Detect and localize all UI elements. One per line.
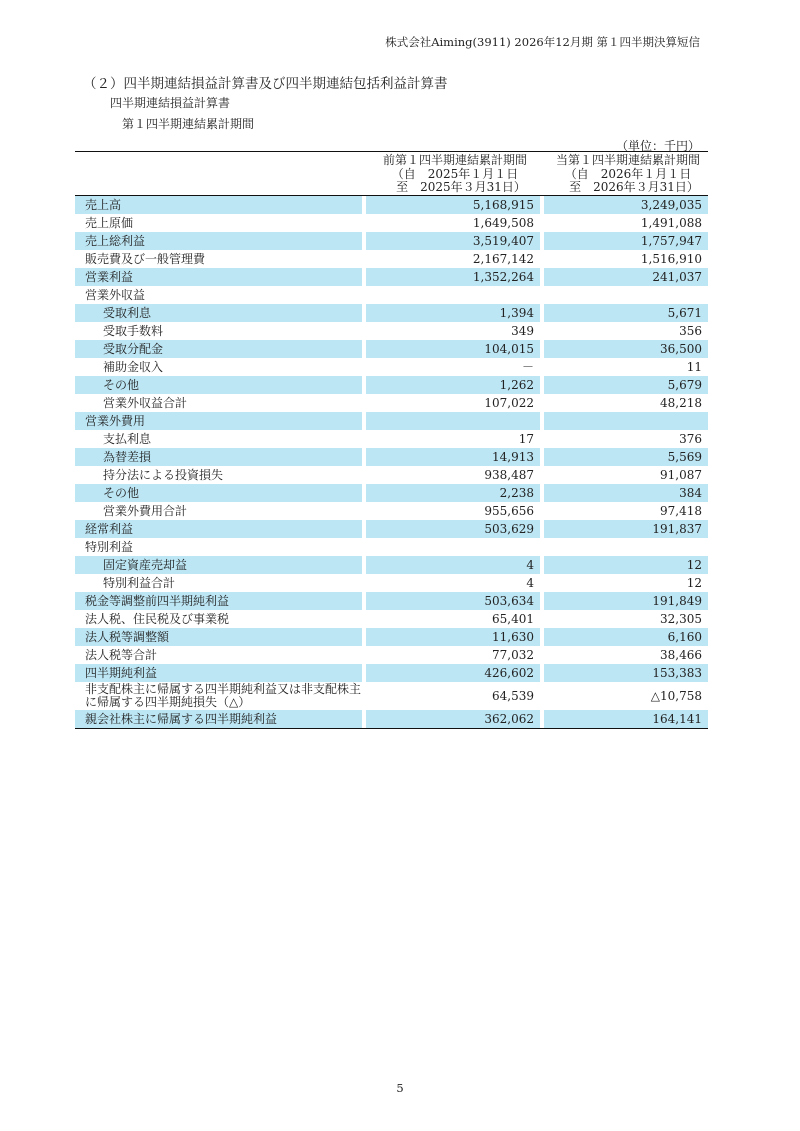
table-row [75,682,708,710]
row-label: 補助金収入 [103,360,164,374]
current-period-from: （自 2026年１月１日 [564,166,692,181]
table-row [75,196,708,214]
table-row [75,556,708,574]
current-period-value: 3,249,035 [540,196,708,214]
current-period-value: 91,087 [660,468,702,482]
row-label: 特別利益 [85,540,134,554]
prev-period-value: 4 [362,556,540,574]
page-number: 5 [396,1081,404,1095]
row-label: 売上原価 [85,216,134,230]
prev-period-value [362,286,540,304]
current-period-value: 5,679 [540,376,708,394]
current-period-value: 38,466 [660,648,702,662]
row-label: 営業外収益合計 [103,396,188,410]
row-label: 売上総利益 [75,232,362,250]
prev-period-value: 107,022 [484,396,534,410]
table-row [75,322,708,340]
prev-period-from: （自 2025年１月１日 [391,166,519,181]
current-period-value: 241,037 [540,268,708,286]
unit-label: （単位：千円） [615,139,700,153]
table-row [75,250,708,268]
current-period-value: 11 [686,360,702,374]
row-label: 持分法による投資損失 [103,468,224,482]
current-period-to: 至 2026年３月31日） [569,180,699,194]
prev-period-value: 77,032 [492,648,534,662]
row-label: 為替差損 [75,448,362,466]
document-header: 株式会社Aiming(3911) 2026年12月期 第１四半期決算短信 [385,35,700,49]
table-row [75,376,708,394]
prev-period-value: 503,634 [362,592,540,610]
row-label: 非支配株主に帰属する四半期純利益又は非支配株主 に帰属する四半期純損失（△） [85,682,362,709]
table-row [75,484,708,502]
table-row [75,646,708,664]
row-label: 法人税等調整額 [75,628,362,646]
current-period-value: 1,516,910 [640,252,702,266]
table-header-row [75,151,708,196]
current-period-value [540,538,708,556]
prev-period-to: 至 2025年３月31日） [396,180,526,194]
prev-period-value: 503,629 [362,520,540,538]
table-row [75,664,708,682]
prev-period-title: 前第１四半期連結累計期間 [382,153,527,167]
table-row [75,710,708,729]
current-period-value [540,412,708,430]
current-period-value: 376 [679,432,702,446]
table-row [75,214,708,232]
row-label: 受取分配金 [75,340,362,358]
prev-period-value: 64,539 [492,688,534,703]
prev-period-value: 349 [511,324,534,338]
row-label: 支払利息 [103,432,152,446]
table-row [75,340,708,358]
row-label: 営業外費用合計 [103,504,188,518]
prev-period-value: 5,168,915 [362,196,540,214]
prev-period-value: － [521,360,534,374]
table-row [75,538,708,556]
row-label: その他 [75,484,362,502]
current-period-value: 191,849 [540,592,708,610]
prev-period-value: 1,352,264 [362,268,540,286]
current-period-value: 6,160 [540,628,708,646]
current-period-value: 1,491,088 [640,216,702,230]
table-row [75,592,708,610]
period-title: 第１四半期連結累計期間 [122,117,255,131]
current-period-value [540,286,708,304]
row-label: 特別利益合計 [103,576,176,590]
row-label: 受取手数料 [103,324,164,338]
prev-period-value: 11,630 [362,628,540,646]
current-period-value: 1,757,947 [540,232,708,250]
table-row [75,268,708,286]
row-label: その他 [75,376,362,394]
current-period-value: 164,141 [540,710,708,729]
table-body [75,196,708,729]
table-row [75,394,708,412]
current-period-value: 5,671 [540,304,708,322]
prev-period-value: 938,487 [484,468,534,482]
prev-period-value: 1,649,508 [472,216,534,230]
prev-period-value: 955,656 [484,504,534,518]
current-period-value: 191,837 [540,520,708,538]
prev-period-value [362,412,540,430]
table-row [75,304,708,322]
prev-period-value: 3,519,407 [362,232,540,250]
prev-period-value [362,538,540,556]
row-label: 経常利益 [75,520,362,538]
prev-period-value: 362,062 [362,710,540,729]
table-row [75,358,708,376]
row-label: 売上高 [75,196,362,214]
row-label: 営業外費用 [75,412,362,430]
prev-period-header [362,151,540,196]
current-period-value: 32,305 [660,612,702,626]
prev-period-value: 2,238 [362,484,540,502]
table-row [75,430,708,448]
table-row [75,412,708,430]
current-period-value: 5,569 [540,448,708,466]
current-period-value: 36,500 [540,340,708,358]
current-period-header [540,151,708,196]
prev-period-value: 65,401 [492,612,534,626]
current-period-value: 153,383 [540,664,708,682]
row-label: 法人税等合計 [85,648,158,662]
prev-period-value: 14,913 [362,448,540,466]
current-period-title: 当第１四半期連結累計期間 [555,153,700,167]
current-period-value: 97,418 [660,504,702,518]
row-label: 受取利息 [75,304,362,322]
prev-period-value: 4 [526,576,534,590]
table-row [75,448,708,466]
prev-period-value: 2,167,142 [472,252,534,266]
prev-period-value: 104,015 [362,340,540,358]
table-row [75,502,708,520]
current-period-value: 356 [679,324,702,338]
current-period-value: 384 [540,484,708,502]
row-label: 法人税、住民税及び事業税 [85,612,230,626]
row-label: 四半期純利益 [75,664,362,682]
row-label: 固定資産売却益 [75,556,362,574]
section-title: （２）四半期連結損益計算書及び四半期連結包括利益計算書 [83,76,448,92]
statement-title: 四半期連結損益計算書 [110,96,231,110]
row-label: 営業外収益 [85,288,146,302]
prev-period-value: 1,262 [362,376,540,394]
table-row [75,466,708,484]
current-period-value: △10,758 [650,688,702,703]
table-row [75,520,708,538]
table-row [75,574,708,592]
prev-period-value: 426,602 [362,664,540,682]
row-label: 税金等調整前四半期純利益 [75,592,362,610]
current-period-value: 12 [686,576,702,590]
row-label: 販売費及び一般管理費 [85,252,206,266]
item-column-header [75,151,362,196]
table-row [75,286,708,304]
income-statement-table [75,151,708,729]
table-row [75,628,708,646]
table-row [75,232,708,250]
row-label: 営業利益 [75,268,362,286]
row-label: 親会社株主に帰属する四半期純利益 [75,710,362,729]
prev-period-value: 17 [518,432,534,446]
current-period-value: 48,218 [660,396,702,410]
current-period-value: 12 [540,556,708,574]
table-row [75,610,708,628]
prev-period-value: 1,394 [362,304,540,322]
